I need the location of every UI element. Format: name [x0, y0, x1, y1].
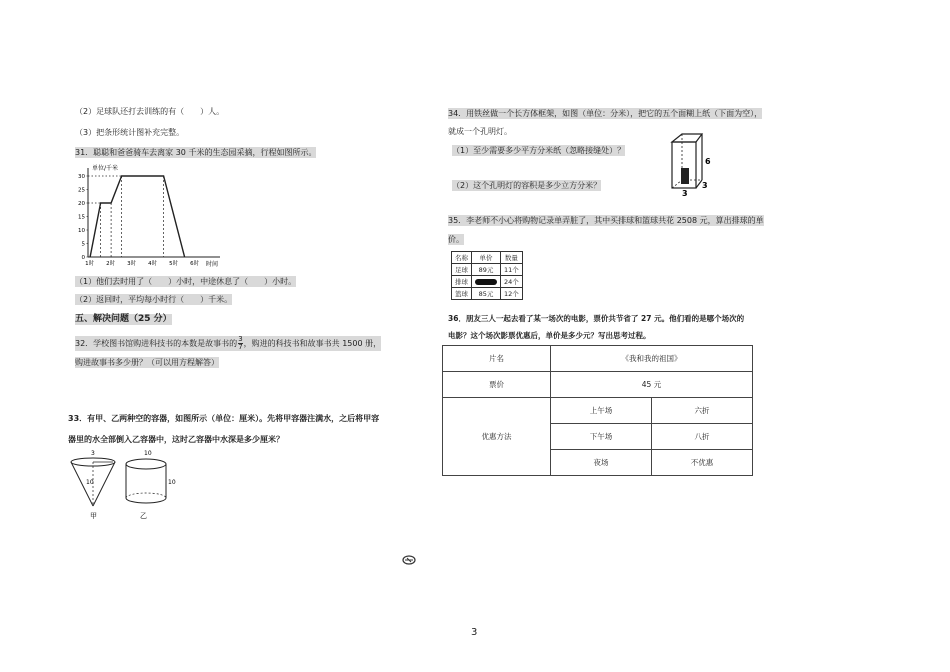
chart-x-tick-label: 3时: [127, 261, 137, 267]
question-31: 31．聪聪和爸爸骑车去离家 30 千米的生态园采摘，行程如图所示。: [75, 148, 317, 157]
lantern-box-figure: [668, 130, 718, 196]
question-31-1: （1）他们去时用了（ ）小时，中途休息了（ ）小时。: [75, 277, 297, 286]
fraction: [238, 336, 242, 351]
cone-height-dimension: 10: [86, 479, 94, 486]
question-34-line-1: 34．用铁丝做一个长方体框架，如图（单位：分米），把它的五个面糊上纸（下面为空），: [448, 109, 763, 118]
table-cell: 12个: [501, 288, 523, 300]
table-cell: 足球: [452, 264, 472, 276]
cylinder-bottom-arc: [126, 498, 166, 503]
question-32: [75, 336, 381, 351]
question-35-line-1: 35．李老师不小心将购物记录单弄脏了，其中买排球和篮球共花 2508 元，算出排球的单: [448, 216, 764, 225]
film-label: 片名: [443, 346, 551, 372]
travel-line-chart: [70, 160, 230, 270]
session-name: 上午场: [551, 398, 652, 424]
question-36-line-2: 电影？这个场次影票优惠后，单价是多少元？写出思考过程。: [448, 331, 651, 340]
chart-y-tick-label: 5: [81, 241, 85, 248]
chart-y-tick-label: 0: [81, 255, 85, 261]
box-width-dimension: 3: [682, 189, 688, 196]
ink-smudge-cell: [472, 276, 501, 288]
cylinder-label: 乙: [140, 512, 147, 520]
question-33-line-2: 器里的水全部倒入乙容器中，这时乙容器中水深是多少厘米？: [68, 435, 284, 444]
question-33-line-1: 33．有甲、乙两种空的容器，如图所示（单位：厘米）。先将甲容器注满水，之后将甲容: [68, 414, 380, 423]
box-top-face: [672, 134, 702, 142]
price-label: 票价: [443, 372, 551, 398]
box-depth-dimension: 3: [702, 181, 708, 190]
chart-y-tick-label: 30: [78, 174, 85, 180]
table-header: 数量: [501, 252, 523, 264]
question-3: （3）把条形统计图补充完整。: [75, 128, 185, 137]
fraction-denominator: 7: [238, 343, 243, 351]
cone-label: 甲: [90, 512, 97, 520]
box-height-dimension: 6: [705, 157, 711, 166]
chart-y-tick-label: 15: [78, 214, 85, 221]
question-32-line-2: 购进故事书多少册？（可以用方程解答）: [75, 358, 219, 367]
session-discount: 不优惠: [652, 450, 753, 476]
cone-top-dimension: 3: [91, 450, 95, 457]
movie-discount-table: [442, 345, 753, 476]
fraction-numerator: 3: [238, 335, 243, 343]
table-row: [452, 264, 523, 276]
chart-x-label: 时间: [206, 261, 219, 268]
price-record-table: [451, 251, 523, 300]
question-31-2: （2）返回时，平均每小时行（ ）千米。: [75, 295, 233, 304]
question-34-line-2: 就成一个孔明灯。: [448, 127, 512, 136]
section-5-heading: 五、解决问题（25 分）: [75, 314, 172, 324]
chart-y-tick-label: 25: [78, 187, 85, 194]
question-32-part-a: 32．学校图书馆购进科技书的本数是故事书的: [75, 339, 238, 348]
question-2: （2）足球队还打去训练的有（ ）人。: [75, 107, 225, 116]
question-32-part-b: ，购进的科技书和故事书共 1500 册，: [243, 339, 382, 348]
question-36-line-1: 36．朋友三人一起去看了某一场次的电影，票价共节省了 27 元。他们看的是哪个场次的: [448, 314, 745, 323]
table-row: [452, 288, 523, 300]
ink-smudge-icon: [475, 279, 497, 285]
table-cell: 89元: [472, 264, 501, 276]
cylinder-container-figure: [118, 448, 178, 523]
table-row: [443, 346, 753, 372]
table-row: [452, 276, 523, 288]
chart-x-tick-label: 4时: [148, 261, 158, 267]
table-cell: 85元: [472, 288, 501, 300]
table-cell: 11个: [501, 264, 523, 276]
ticket-price: 45 元: [551, 372, 753, 398]
question-34-1: （1）至少需要多少平方分米纸（忽略接缝处）？: [452, 146, 626, 155]
cylinder-height-dimension: 10: [168, 479, 176, 486]
page-number: 3: [471, 627, 478, 638]
table-cell: 24个: [501, 276, 523, 288]
table-row: [443, 398, 753, 424]
scan-mark-icon: [402, 555, 416, 565]
table-header: 名称: [452, 252, 472, 264]
chart-x-tick-label: 5时: [169, 261, 179, 267]
candle-icon: [681, 168, 689, 184]
chart-y-label: 单位/千米: [92, 165, 119, 172]
table-header-row: [452, 252, 523, 264]
cylinder-top-ellipse: [126, 459, 166, 469]
chart-x-tick-label: 6时: [190, 261, 200, 267]
cylinder-top-dimension: 10: [144, 450, 152, 457]
chart-y-tick-label: 10: [78, 228, 85, 234]
table-cell: 排球: [452, 276, 472, 288]
session-name: 夜场: [551, 450, 652, 476]
session-discount: 八折: [652, 424, 753, 450]
chart-y-tick-label: 20: [78, 201, 85, 207]
chart-series-line: [90, 176, 185, 257]
question-35-line-2: 价。: [448, 235, 464, 244]
table-row: [443, 372, 753, 398]
chart-x-tick-label: 1时: [85, 261, 95, 267]
question-34-2: （2）这个孔明灯的容积是多少立方分米？: [452, 181, 602, 190]
discount-label: 优惠方法: [443, 398, 551, 476]
session-name: 下午场: [551, 424, 652, 450]
table-header: 单价: [472, 252, 501, 264]
session-discount: 六折: [652, 398, 753, 424]
table-cell: 篮球: [452, 288, 472, 300]
chart-x-tick-label: 2时: [106, 261, 116, 267]
cone-container-figure: [65, 448, 125, 523]
film-name: 《我和我的祖国》: [551, 346, 753, 372]
